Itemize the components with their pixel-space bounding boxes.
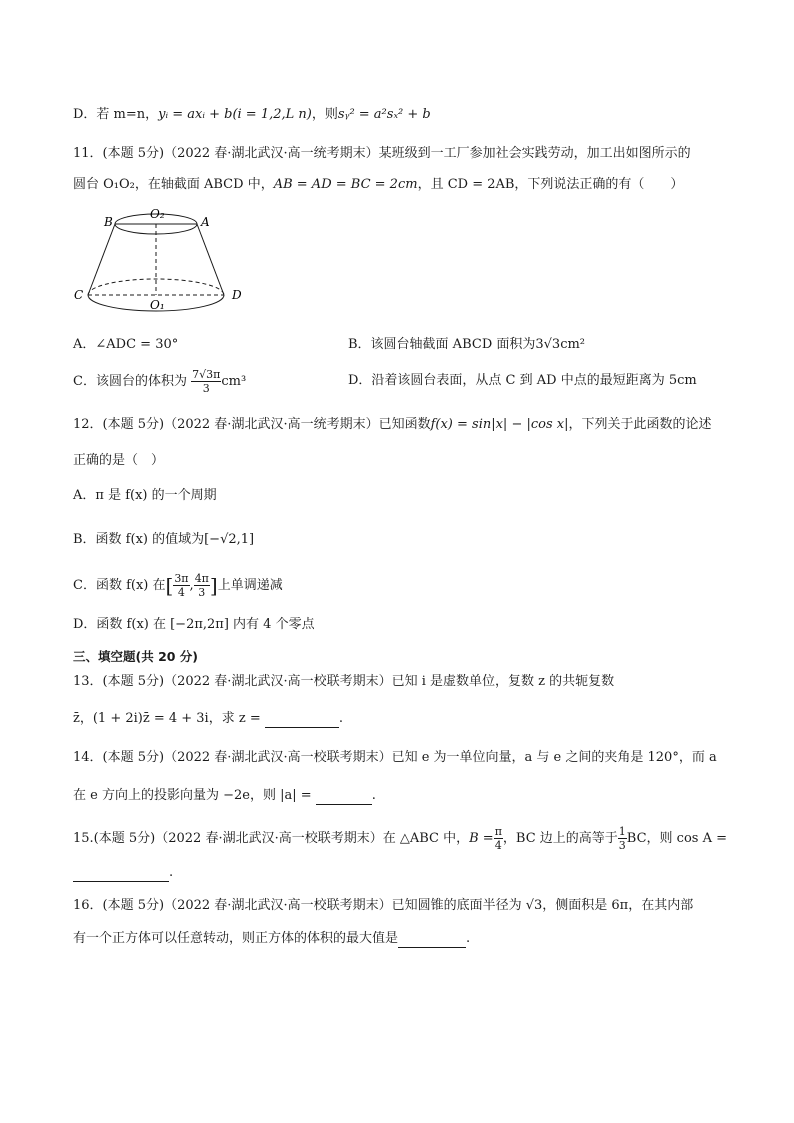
- right-generatrix: [197, 224, 224, 295]
- q14-stem-line1: 14．(本题 5分)（2022 春·湖北武汉·高一校联考期末）已知 e 为一单位向量，a 与 e 之间的夹角是 120°，而 a: [73, 750, 717, 765]
- label-b: B: [104, 215, 113, 229]
- q11-stem-line2: 圆台 O₁O₂，在轴截面 ABCD 中，AB = AD = BC = 2cm，且 CD = 2AB，下列说法正确的有（ ）: [73, 177, 684, 192]
- left-generatrix: [88, 224, 115, 295]
- q11-option-d: D．沿着该圆台表面，从点 C 到 AD 中点的最短距离为 5cm: [348, 373, 697, 388]
- q16-answer-blank[interactable]: [398, 933, 466, 948]
- q13-stem-line1: 13．(本题 5分)（2022 春·湖北武汉·高一校联考期末）已知 i 是虚数单位，复数 z 的共轭复数: [73, 674, 615, 689]
- q11-option-a: A．∠ADC = 30°: [73, 337, 179, 352]
- q13-stem-line2: z̄，(1 + 2i)z̄ = 4 + 3i，求 z = .: [73, 711, 344, 726]
- q10d-formula: yᵢ = axᵢ + b(i = 1,2,L n): [158, 107, 312, 122]
- q16-stem-line1: 16．(本题 5分)（2022 春·湖北武汉·高一校联考期末）已知圆锥的底面半径为 √3，侧面积是 6π，在其内部: [73, 898, 694, 913]
- label-a: A: [201, 215, 210, 229]
- q12-function: f(x) = sin|x| − |cos x|: [430, 417, 569, 432]
- q15-answer-blank[interactable]: [73, 867, 169, 882]
- q11-option-b: B．该圆台轴截面 ABCD 面积为3√3cm²: [348, 337, 586, 352]
- volume-fraction: $\frac{7√3\pi}{3}$: [192, 368, 221, 395]
- section-title-fill-blank: 三、填空题(共 20 分): [73, 649, 199, 664]
- q12-stem-line1: 12．(本题 5分)（2022 春·湖北武汉·高一统考期末）已知函数f(x) = sin|x| − |cos x|，下列关于此函数的论述: [73, 417, 712, 432]
- q12-option-b: B．函数 f(x) 的值域为[−√2,1]: [73, 532, 255, 547]
- q15-stem-line2: .: [73, 864, 173, 882]
- q10-option-d: D．若 m=n，yᵢ = axᵢ + b(i = 1,2,L n)，则sᵧ² = a²sₓ² + b: [73, 107, 431, 122]
- q12-stem-line2: 正确的是（ ）: [73, 453, 165, 468]
- q12-option-c: C．函数 f(x) 在[ $\frac{3\pi}{4}$ , $\frac{4\pi}{3}$ ]上单调递减: [73, 572, 283, 599]
- q12-option-d: D．函数 f(x) 在 [−2π,2π] 内有 4 个零点: [73, 617, 315, 632]
- label-c: C: [74, 288, 84, 302]
- frustum-figure: [70, 206, 260, 318]
- label-o2: O₂: [150, 207, 165, 221]
- q12-option-a: A．π 是 f(x) 的一个周期: [73, 488, 217, 503]
- label-o1: O₁: [150, 298, 165, 312]
- q13-answer-blank[interactable]: [265, 713, 339, 728]
- q14-answer-blank[interactable]: [316, 790, 372, 805]
- q15-stem-line1: 15.(本题 5分)（2022 春·湖北武汉·高一校联考期末）在 △ABC 中，B = $\frac{\pi}{4}$ ，BC 边上的高等于 $\frac{1}{3}$ BC，则 cos A =: [73, 825, 727, 852]
- q14-stem-line2: 在 e 方向上的投影向量为 −2e，则 |a| = .: [73, 788, 376, 803]
- label-d: D: [232, 288, 242, 302]
- q16-stem-line2: 有一个正方体可以任意转动，则正方体的体积的最大值是 .: [73, 931, 471, 946]
- q11-stem-line1: 11．(本题 5分)（2022 春·湖北武汉·高一统考期末）某班级到一工厂参加社会实践劳动，加工出如图所示的: [73, 146, 691, 161]
- q10d-result: sᵧ² = a²sₓ² + b: [337, 107, 431, 122]
- q11-option-c: C．该圆台的体积为 $\frac{7√3\pi}{3}$ cm³: [73, 368, 247, 395]
